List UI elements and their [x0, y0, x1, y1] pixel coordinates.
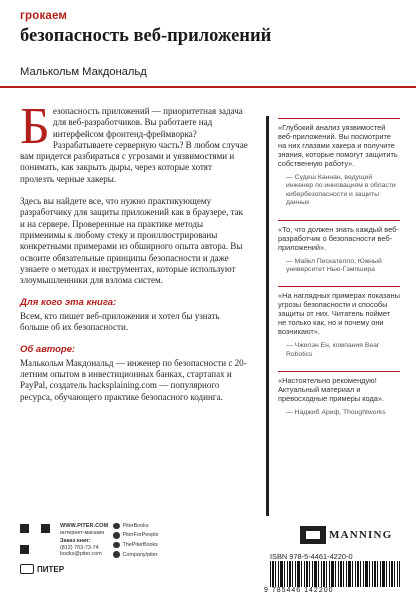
details-paragraph: Здесь вы найдете все, что нужно практикующему разработчику для защиты приложений как в браузере, так и на сервере. Проверенные на практике методы применимы к любому стеку и проиллюстрированы конкретными примерами из обширного опыта автора. Вы освоите обязательные принципы безопасности и даже узнаете о методах и инструментах, которые используют злоумышленники для взлома систем. [20, 196, 244, 286]
piter-logo [20, 564, 64, 574]
review-item [278, 118, 400, 208]
review-item [278, 220, 400, 275]
review-text: «На наглядных примерах показаны угрозы безопасности и способы защиты от них. Читатель поймет не только как, но и почему они возникают». [278, 291, 400, 337]
review-item [278, 371, 400, 417]
vk-icon [113, 523, 120, 530]
about-author-paragraph: Малькольм Макдональд — инженер по безопасности с 20-летним опытом в инвестиционных банках, стартапах и PayPal, создатель hacksplaining.com — популярного ресурса, обучающего практике безопасного кодинга. [20, 357, 247, 402]
review-author: — Судеш Каннан, ведущий инженер по инновациям в области кибербезопасности и защиты данных [286, 174, 396, 207]
social-label: PiterBooks [122, 522, 149, 529]
audience-heading: Для кого эта книга: [20, 297, 117, 309]
manning-wordmark: MANNING [329, 529, 393, 541]
barcode-digits: 9 785446 142200 [264, 587, 334, 594]
review-text: «То, что должен знать каждый веб-разработчик о безопасности веб-приложений». [278, 224, 399, 252]
review-author: — Майкл Пискателло, Южный университет Нью-Гэмпшира [286, 257, 382, 274]
intro-text: езопасность приложений — приоритетная задача для веб-разработчиков. Вы работаете над интерфейсом фронтенд-фреймворка? Разрабатываете серверную часть? В любом случае вам придется разбираться с угрозами и уязвимостями и понимать, как закрыть дыры, через которые хотят пролезть черные хакеры. [20, 106, 248, 184]
review-text: «Настоятельно рекомендую! Актуальный материал и превосходные примеры кода». [278, 376, 385, 404]
social-label: PiterForPeople [122, 532, 159, 539]
social-label: ThePiterBooks [122, 541, 158, 548]
social-item[interactable] [113, 531, 158, 541]
book-author: Малькольм Макдональд [20, 66, 147, 78]
review-item [278, 286, 400, 359]
book-title: безопасность веб-приложений [20, 26, 272, 46]
about-author-heading: Об авторе: [20, 344, 76, 356]
audience-paragraph: Всем, кто пишет веб-приложения и хотел бы узнать больше об их безопасности. [20, 310, 220, 333]
telegram-icon [113, 542, 120, 549]
social-links [113, 521, 158, 559]
manning-logo [300, 526, 392, 544]
quotes-divider [266, 116, 269, 516]
social-item[interactable] [113, 550, 158, 560]
social-item[interactable] [113, 540, 158, 550]
manning-mark-icon [300, 526, 326, 544]
review-author: — Наджиб Ариф, Thoughtworks [286, 409, 386, 417]
order-email[interactable]: books@piter.com [60, 551, 102, 558]
review-author: — Чжилэн Ен, компания Bear Robotics [286, 342, 380, 358]
website-caption: интернет-магазин [60, 529, 105, 536]
header-divider [0, 86, 416, 88]
publisher-contacts [60, 523, 108, 558]
website-link[interactable]: WWW.PITER.COM [60, 523, 109, 529]
intro-paragraph [20, 98, 248, 185]
piter-mark-icon [20, 564, 34, 574]
series-name: грокаем [20, 10, 68, 22]
order-label: Заказ книг: [60, 538, 91, 545]
reviews-column [278, 118, 400, 430]
isbn-number: ISBN 978-5-4461-4220-0 [270, 552, 353, 561]
social-item[interactable] [113, 521, 158, 531]
vk-icon [113, 532, 120, 539]
company-icon [113, 551, 120, 558]
barcode-icon [270, 561, 400, 587]
annotation-column [20, 98, 248, 414]
piter-wordmark: ПИТЕР [37, 564, 65, 574]
order-phone: (812) 703-73-74 [60, 544, 99, 551]
dropcap-letter: Б [20, 98, 50, 155]
qr-code-icon [20, 524, 50, 554]
review-text: «Глубокий анализ уязвимостей веб-приложений. Вы посмотрите на них глазами хакера и получите знания, которые помогут защитить собственную работу». [278, 123, 398, 168]
social-label: Company/piter [122, 551, 158, 558]
